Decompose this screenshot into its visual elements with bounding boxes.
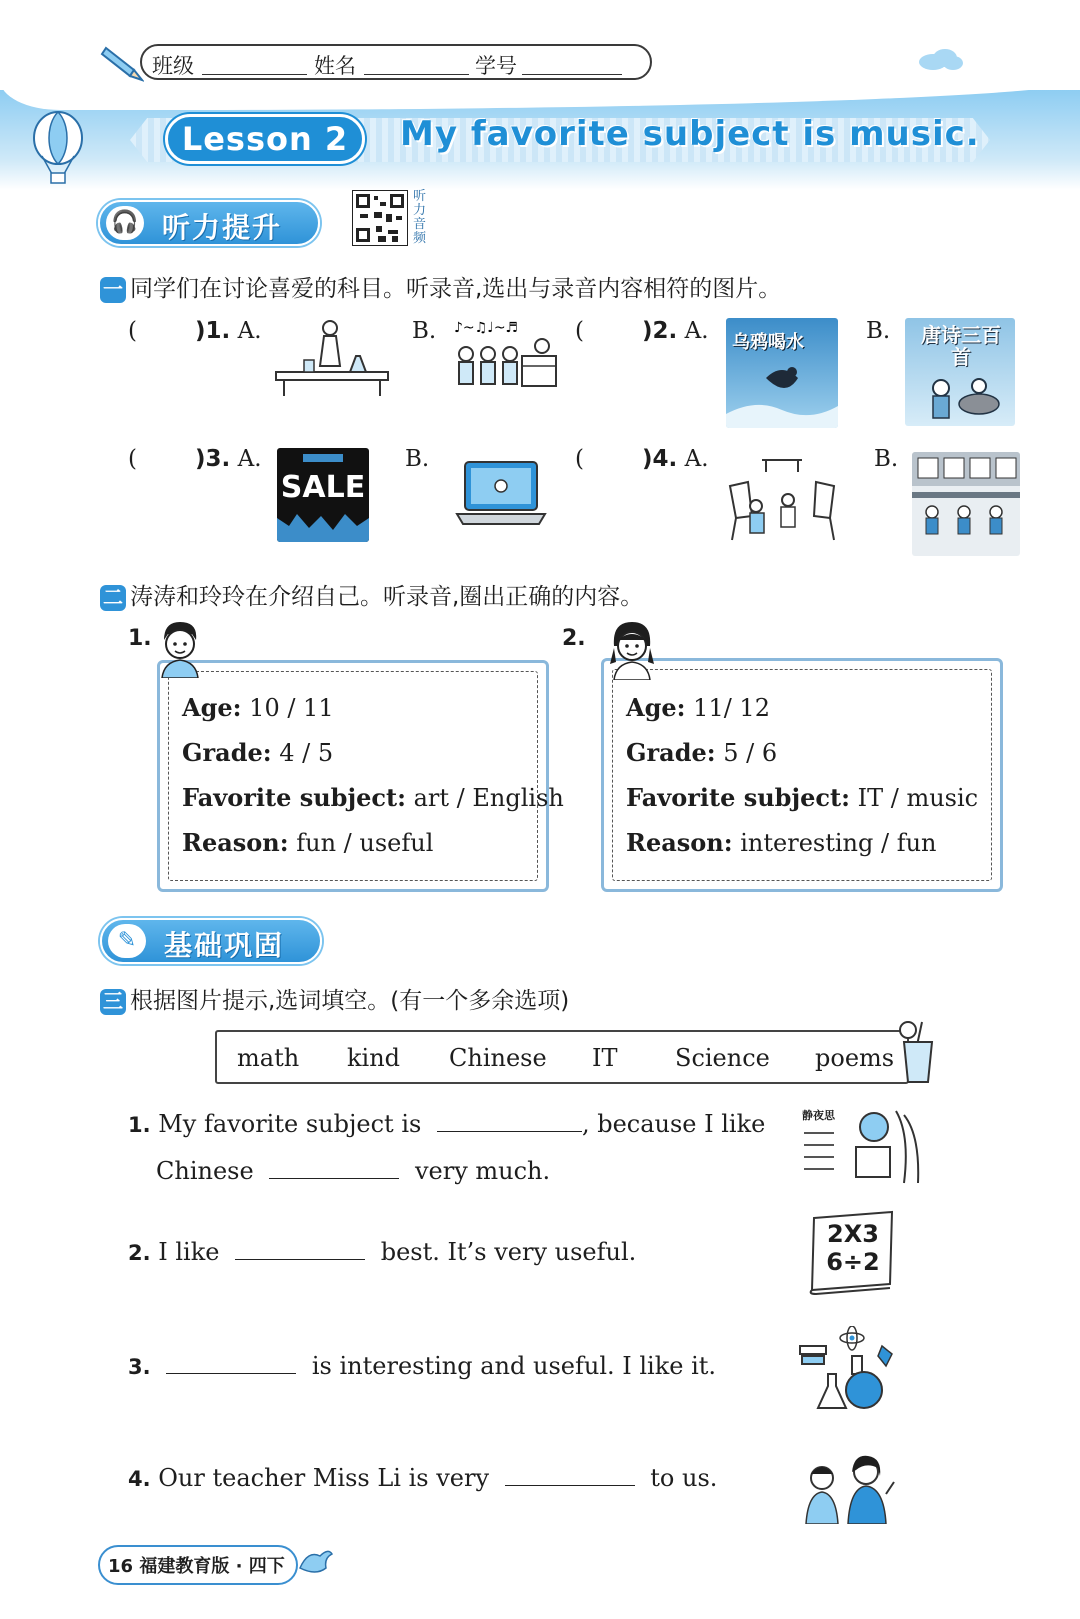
- sentence-3: 3. is interesting and useful. I like it.: [128, 1352, 717, 1380]
- question-number-icon: 二: [100, 585, 126, 611]
- question-number-icon: 一: [100, 277, 126, 303]
- word-option[interactable]: kind: [347, 1044, 401, 1072]
- notebook-pen-icon: ✎: [108, 924, 146, 958]
- lemonade-icon: [898, 1020, 938, 1086]
- word-option[interactable]: poems: [815, 1044, 895, 1072]
- girl-avatar: [606, 620, 658, 680]
- question-number-icon: 三: [100, 989, 126, 1015]
- lesson-badge: Lesson 2: [165, 114, 365, 164]
- section-basics-title: 基础巩固: [164, 929, 285, 962]
- item-3-option-b: B.: [405, 446, 430, 472]
- section-listening-header: [98, 200, 320, 246]
- laptop-picture[interactable]: [455, 458, 547, 530]
- footer-text: [108, 1552, 285, 1578]
- cloud-icon: [915, 46, 965, 72]
- question-1-text: 同学们在讨论喜爱的科目。听录音,选出与录音内容相符的图片。: [130, 276, 782, 302]
- sentence-4: 4. Our teacher Miss Li is very to us.: [128, 1464, 718, 1492]
- math-picture: [806, 1210, 898, 1296]
- headphones-icon: 🎧: [106, 206, 144, 240]
- crow-story-book-picture[interactable]: [726, 318, 838, 428]
- blank-3[interactable]: [166, 1352, 296, 1374]
- music-class-picture[interactable]: [450, 316, 562, 408]
- subject-row: Favorite subject: IT / music: [626, 783, 979, 812]
- student-info-bar: [140, 44, 652, 80]
- science-lab-picture[interactable]: [274, 316, 390, 398]
- bird-icon: [298, 1546, 334, 1576]
- poem-title: 静夜思: [802, 1109, 835, 1122]
- answer-blank-2[interactable]: (: [575, 318, 584, 344]
- publisher-label: 福建教育版 · 四下: [139, 1556, 285, 1577]
- word-option[interactable]: Chinese: [449, 1044, 547, 1072]
- reason-options[interactable]: interesting / fun: [740, 829, 937, 857]
- profile-card-lingling: [601, 658, 1003, 892]
- name-label: 姓名: [314, 54, 356, 78]
- name-input[interactable]: [364, 74, 469, 75]
- science-picture: [798, 1326, 898, 1412]
- grade-row: Grade: 5 / 6: [626, 738, 778, 767]
- item-3-number: )3. A.: [195, 446, 262, 472]
- item-1-option-b: B.: [412, 318, 437, 344]
- tang-poems-book-picture[interactable]: [905, 318, 1015, 426]
- profile-card-taotao: [157, 660, 564, 892]
- answer-blank-4[interactable]: (: [575, 446, 584, 472]
- art-class-picture[interactable]: [726, 456, 838, 544]
- age-options[interactable]: 11/ 12: [693, 694, 770, 722]
- svg-text:♪~♫♩~♬: ♪~♫♩~♬: [454, 320, 519, 336]
- grade-options[interactable]: 5 / 6: [723, 739, 778, 767]
- boy-avatar: [156, 620, 204, 678]
- question-1-instruction: [100, 270, 781, 303]
- qr-code-icon[interactable]: [352, 190, 408, 246]
- sentence-1: 1. My favorite subject is , because I like: [128, 1110, 766, 1138]
- reason-options[interactable]: fun / useful: [296, 829, 434, 857]
- word-bank: [215, 1030, 909, 1084]
- section-basics-header: [100, 918, 322, 964]
- blank-1a[interactable]: [437, 1110, 582, 1132]
- question-2-instruction: [100, 578, 643, 611]
- subject-row: Favorite subject: art / English: [182, 783, 564, 812]
- question-2-text: 涛涛和玲玲在介绍自己。听录音,圈出正确的内容。: [130, 584, 644, 610]
- subject-options[interactable]: art / English: [413, 784, 564, 812]
- word-option[interactable]: math: [237, 1044, 300, 1072]
- sentence-2: 2. I like best. It’s very useful.: [128, 1238, 637, 1266]
- card-1-number: 1.: [128, 626, 152, 651]
- blank-2[interactable]: [235, 1238, 365, 1260]
- question-3-text: 根据图片提示,选词填空。(有一个多余选项): [130, 988, 570, 1014]
- sale-sign-picture[interactable]: [277, 448, 369, 542]
- age-row: Age: 11/ 12: [626, 693, 770, 722]
- item-1-number: )1. A.: [195, 318, 262, 344]
- reason-row: Reason: interesting / fun: [626, 828, 937, 857]
- word-option[interactable]: Science: [675, 1044, 770, 1072]
- card-2-number: 2.: [562, 626, 586, 651]
- grade-options[interactable]: 4 / 5: [279, 739, 334, 767]
- item-4-number: )4. A.: [642, 446, 709, 472]
- blank-1b[interactable]: [269, 1157, 399, 1179]
- sale-text: SALE: [280, 470, 366, 505]
- student-id-input[interactable]: [522, 74, 622, 75]
- teacher-student-picture: [798, 1454, 898, 1524]
- pencil-icon: [100, 40, 144, 84]
- age-options[interactable]: 10 / 11: [249, 694, 334, 722]
- question-3-instruction: [100, 982, 569, 1015]
- age-row: Age: 10 / 11: [182, 693, 334, 722]
- pe-class-picture[interactable]: [912, 452, 1020, 556]
- reason-row: Reason: fun / useful: [182, 828, 434, 857]
- item-4-option-b: B.: [874, 446, 899, 472]
- answer-blank-1[interactable]: (: [128, 318, 137, 344]
- class-label: 班级: [152, 54, 194, 78]
- class-input[interactable]: [202, 74, 307, 75]
- hot-air-balloon-icon: [28, 110, 88, 186]
- math-equation-text: 2X3 6÷2: [826, 1220, 880, 1276]
- grade-row: Grade: 4 / 5: [182, 738, 334, 767]
- item-2-option-b: B.: [866, 318, 891, 344]
- lesson-title: My favorite subject is music.: [400, 114, 980, 154]
- poem-picture: [800, 1105, 926, 1187]
- subject-options[interactable]: IT / music: [857, 784, 979, 812]
- sentence-1-continued: Chinese very much.: [156, 1157, 551, 1185]
- blank-4[interactable]: [505, 1464, 635, 1486]
- item-2-number: )2. A.: [642, 318, 709, 344]
- tang-poems-title: 唐诗三百首: [921, 323, 1001, 369]
- qr-caption: 听力音频: [413, 189, 427, 246]
- word-option[interactable]: IT: [592, 1044, 618, 1072]
- crow-story-title: 乌鸦喝水: [732, 332, 804, 353]
- student-id-label: 学号: [475, 54, 517, 78]
- answer-blank-3[interactable]: (: [128, 446, 137, 472]
- page-number: 16: [108, 1556, 134, 1577]
- section-listening-title: 听力提升: [162, 211, 283, 244]
